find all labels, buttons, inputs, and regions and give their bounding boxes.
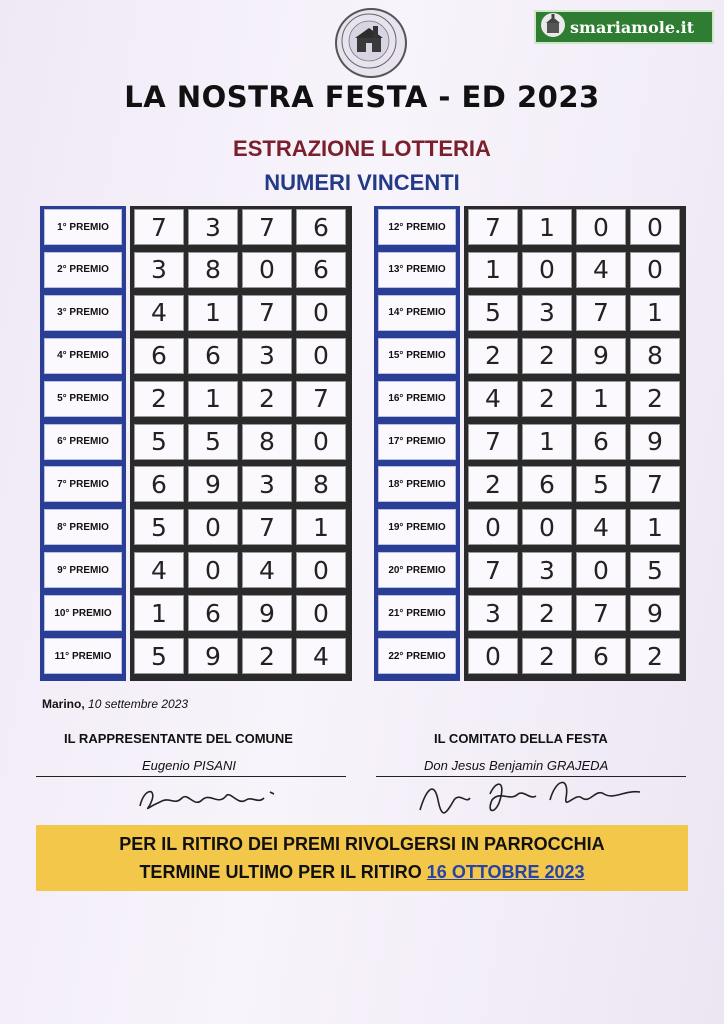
digit-cell: 5	[134, 638, 184, 674]
digit-cell: 6	[134, 466, 184, 502]
prize-row	[378, 336, 682, 376]
digit-cell: 6	[576, 638, 626, 674]
digit-cell: 9	[630, 595, 680, 631]
digit-cell: 4	[134, 295, 184, 331]
digit-cell: 9	[188, 638, 238, 674]
prize-row	[378, 464, 682, 504]
digit-cell: 7	[242, 209, 292, 245]
notice-banner	[36, 825, 688, 891]
prize-table-left	[40, 206, 352, 681]
digit-cell: 1	[468, 252, 518, 288]
prize-label: 2° PREMIO	[44, 252, 122, 288]
digit-cell: 5	[468, 295, 518, 331]
digit-cell: 1	[522, 209, 572, 245]
digit-cell: 5	[630, 552, 680, 588]
prize-row	[378, 293, 682, 333]
date: 10 settembre 2023	[88, 697, 189, 711]
digit-cell: 8	[242, 424, 292, 460]
digit-cell: 6	[296, 209, 346, 245]
prize-label: 15° PREMIO	[378, 338, 456, 374]
digit-cell: 6	[188, 595, 238, 631]
digit-cell: 2	[468, 466, 518, 502]
digit-cell: 0	[296, 595, 346, 631]
prize-label: 9° PREMIO	[44, 552, 122, 588]
left-signature-heading: IL RAPPRESENTANTE DEL COMUNE	[64, 731, 293, 746]
digit-cell: 0	[468, 638, 518, 674]
digit-cell: 0	[576, 209, 626, 245]
digit-cell: 0	[576, 552, 626, 588]
digit-cell: 5	[134, 424, 184, 460]
prize-label: 13° PREMIO	[378, 252, 456, 288]
prize-table-right	[374, 206, 686, 681]
digit-cell: 3	[188, 209, 238, 245]
prize-row	[44, 593, 348, 633]
digit-cell: 1	[188, 381, 238, 417]
digit-cell: 7	[134, 209, 184, 245]
digit-cell: 2	[630, 638, 680, 674]
prize-label: 20° PREMIO	[378, 552, 456, 588]
digit-cell: 0	[630, 209, 680, 245]
digit-cell: 2	[522, 338, 572, 374]
prize-label: 3° PREMIO	[44, 295, 122, 331]
digit-cell: 0	[188, 509, 238, 545]
prize-row	[44, 507, 348, 547]
digit-cell: 9	[576, 338, 626, 374]
digit-cell: 8	[188, 252, 238, 288]
digit-cell: 6	[134, 338, 184, 374]
digit-cell: 7	[630, 466, 680, 502]
digit-cell: 8	[630, 338, 680, 374]
digit-cell: 5	[576, 466, 626, 502]
digit-cell: 4	[576, 252, 626, 288]
digit-cell: 2	[468, 338, 518, 374]
prize-row	[378, 379, 682, 419]
digit-cell: 1	[522, 424, 572, 460]
notice-line-1: PER IL RITIRO DEI PREMI RIVOLGERSI IN PARROCCHIA	[119, 834, 605, 854]
watermark-text: smariamole.it	[570, 17, 695, 37]
prize-label: 5° PREMIO	[44, 381, 122, 417]
digit-cell: 9	[188, 466, 238, 502]
right-signature	[410, 770, 660, 822]
prize-label: 19° PREMIO	[378, 509, 456, 545]
notice-line-2	[36, 862, 688, 883]
digit-cell: 6	[296, 252, 346, 288]
prize-row	[44, 550, 348, 590]
watermark	[534, 10, 714, 44]
prize-row	[44, 207, 348, 247]
prize-label: 18° PREMIO	[378, 466, 456, 502]
digit-cell: 1	[576, 381, 626, 417]
digit-cell: 0	[630, 252, 680, 288]
digit-cell: 5	[134, 509, 184, 545]
lottery-subtitle: ESTRAZIONE LOTTERIA	[233, 136, 491, 161]
digit-cell: 2	[522, 381, 572, 417]
prize-row	[378, 593, 682, 633]
prize-row	[378, 550, 682, 590]
prize-label: 6° PREMIO	[44, 424, 122, 460]
digit-cell: 1	[134, 595, 184, 631]
digit-cell: 3	[468, 595, 518, 631]
prize-row	[44, 464, 348, 504]
digit-cell: 1	[630, 295, 680, 331]
digit-cell: 4	[296, 638, 346, 674]
prize-row	[44, 636, 348, 676]
place: Marino,	[42, 697, 85, 711]
digit-cell: 7	[576, 295, 626, 331]
digit-cell: 9	[630, 424, 680, 460]
prize-label: 17° PREMIO	[378, 424, 456, 460]
digit-cell: 0	[296, 295, 346, 331]
digit-cell: 7	[468, 209, 518, 245]
digit-cell: 0	[296, 552, 346, 588]
digit-cell: 7	[576, 595, 626, 631]
prize-label: 1° PREMIO	[44, 209, 122, 245]
prize-row	[378, 207, 682, 247]
prize-row	[44, 250, 348, 290]
digit-cell: 1	[188, 295, 238, 331]
prize-row	[44, 422, 348, 462]
digit-cell: 2	[522, 595, 572, 631]
digit-cell: 6	[576, 424, 626, 460]
digit-cell: 0	[242, 252, 292, 288]
digit-cell: 3	[134, 252, 184, 288]
digit-cell: 7	[242, 509, 292, 545]
church-seal-icon	[335, 8, 407, 78]
left-signatory-name: Eugenio PISANI	[142, 758, 236, 773]
prize-label: 16° PREMIO	[378, 381, 456, 417]
prize-row	[44, 379, 348, 419]
deadline-prefix: TERMINE ULTIMO PER IL RITIRO	[139, 862, 422, 882]
prize-label: 11° PREMIO	[44, 638, 122, 674]
digit-cell: 3	[522, 552, 572, 588]
prize-row	[378, 507, 682, 547]
prize-label: 21° PREMIO	[378, 595, 456, 631]
prize-row	[44, 293, 348, 333]
digit-cell: 2	[522, 638, 572, 674]
digit-cell: 2	[630, 381, 680, 417]
digit-cell: 0	[468, 509, 518, 545]
digit-cell: 4	[468, 381, 518, 417]
digit-cell: 2	[242, 381, 292, 417]
digit-cell: 5	[188, 424, 238, 460]
digit-cell: 0	[522, 252, 572, 288]
digit-cell: 4	[576, 509, 626, 545]
digit-cell: 9	[242, 595, 292, 631]
digit-cell: 1	[296, 509, 346, 545]
digit-cell: 3	[242, 338, 292, 374]
digit-cell: 2	[242, 638, 292, 674]
right-signatory-name: Don Jesus Benjamin GRAJEDA	[424, 758, 609, 773]
digit-cell: 3	[242, 466, 292, 502]
digit-cell: 7	[296, 381, 346, 417]
prize-label: 7° PREMIO	[44, 466, 122, 502]
prize-label: 8° PREMIO	[44, 509, 122, 545]
prize-row	[378, 422, 682, 462]
left-signature-line	[36, 776, 346, 777]
digit-cell: 4	[242, 552, 292, 588]
prize-row	[378, 250, 682, 290]
prize-label: 14° PREMIO	[378, 295, 456, 331]
digit-cell: 4	[134, 552, 184, 588]
prize-row	[378, 636, 682, 676]
page-title: LA NOSTRA FESTA - ED 2023	[124, 80, 600, 114]
right-signature-heading: IL COMITATO DELLA FESTA	[434, 731, 608, 746]
prize-label: 10° PREMIO	[44, 595, 122, 631]
digit-cell: 7	[468, 552, 518, 588]
digit-cell: 6	[188, 338, 238, 374]
prize-label: 4° PREMIO	[44, 338, 122, 374]
deadline-date: 16 OTTOBRE 2023	[426, 862, 585, 882]
prize-row	[44, 336, 348, 376]
digit-cell: 2	[134, 381, 184, 417]
digit-cell: 0	[522, 509, 572, 545]
digit-cell: 7	[468, 424, 518, 460]
digit-cell: 7	[242, 295, 292, 331]
digit-cell: 0	[188, 552, 238, 588]
digit-cell: 6	[522, 466, 572, 502]
prize-label: 12° PREMIO	[378, 209, 456, 245]
digit-cell: 1	[630, 509, 680, 545]
left-signature	[130, 780, 310, 820]
digit-cell: 0	[296, 338, 346, 374]
digit-cell: 8	[296, 466, 346, 502]
winning-numbers-subtitle: NUMERI VINCENTI	[264, 170, 460, 195]
church-icon	[540, 12, 566, 43]
place-date	[42, 697, 188, 711]
digit-cell: 0	[296, 424, 346, 460]
prize-label: 22° PREMIO	[378, 638, 456, 674]
digit-cell: 3	[522, 295, 572, 331]
